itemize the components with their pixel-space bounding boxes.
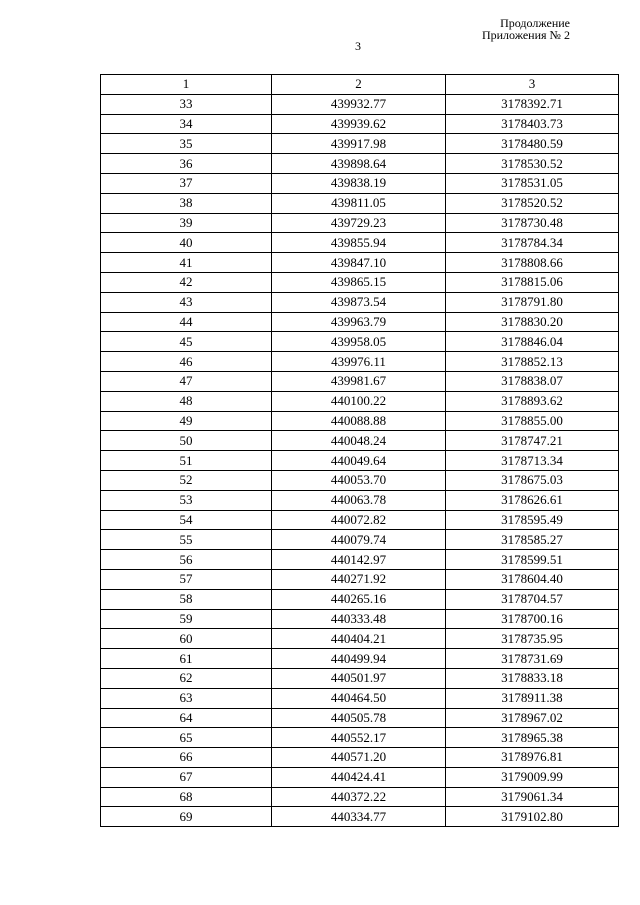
- y-coordinate-cell: 3178531.05: [446, 173, 619, 193]
- point-number-cell: 54: [101, 510, 272, 530]
- point-number-cell: 48: [101, 391, 272, 411]
- point-number-cell: 64: [101, 708, 272, 728]
- table-row: [101, 352, 619, 372]
- y-coordinate-cell: 3178830.20: [446, 312, 619, 332]
- y-coordinate-cell: 3178747.21: [446, 431, 619, 451]
- point-number-cell: 42: [101, 272, 272, 292]
- table-row: [101, 649, 619, 669]
- table-row: [101, 94, 619, 114]
- y-coordinate-cell: 3178784.34: [446, 233, 619, 253]
- table-row: [101, 668, 619, 688]
- point-number-cell: 40: [101, 233, 272, 253]
- x-coordinate-cell: 439958.05: [272, 332, 446, 352]
- table-row: [101, 609, 619, 629]
- y-coordinate-cell: 3178585.27: [446, 530, 619, 550]
- x-coordinate-cell: 440048.24: [272, 431, 446, 451]
- table-row: [101, 748, 619, 768]
- y-coordinate-cell: 3178808.66: [446, 253, 619, 273]
- y-coordinate-cell: 3179102.80: [446, 807, 619, 827]
- point-number-cell: 55: [101, 530, 272, 550]
- point-number-cell: 46: [101, 352, 272, 372]
- point-number-cell: 68: [101, 787, 272, 807]
- table-row: [101, 728, 619, 748]
- page-number: 3: [355, 39, 361, 53]
- table-row: [101, 629, 619, 649]
- table-body: [101, 94, 619, 826]
- table-row: [101, 807, 619, 827]
- y-coordinate-cell: 3178599.51: [446, 550, 619, 570]
- x-coordinate-cell: 439976.11: [272, 352, 446, 372]
- column-header: 1: [101, 75, 272, 95]
- x-coordinate-cell: 440072.82: [272, 510, 446, 530]
- x-coordinate-cell: 439811.05: [272, 193, 446, 213]
- x-coordinate-cell: 440404.21: [272, 629, 446, 649]
- y-coordinate-cell: 3178700.16: [446, 609, 619, 629]
- x-coordinate-cell: 440079.74: [272, 530, 446, 550]
- table-row: [101, 213, 619, 233]
- point-number-cell: 57: [101, 569, 272, 589]
- table-row: [101, 688, 619, 708]
- y-coordinate-cell: 3178791.80: [446, 292, 619, 312]
- y-coordinate-cell: 3179061.34: [446, 787, 619, 807]
- coordinates-table: [100, 74, 619, 827]
- table-row: [101, 470, 619, 490]
- y-coordinate-cell: 3178530.52: [446, 154, 619, 174]
- x-coordinate-cell: 439873.54: [272, 292, 446, 312]
- point-number-cell: 65: [101, 728, 272, 748]
- table-row: [101, 411, 619, 431]
- point-number-cell: 41: [101, 253, 272, 273]
- x-coordinate-cell: 440265.16: [272, 589, 446, 609]
- table-row: [101, 272, 619, 292]
- x-coordinate-cell: 440053.70: [272, 470, 446, 490]
- table-row: [101, 589, 619, 609]
- x-coordinate-cell: 439932.77: [272, 94, 446, 114]
- y-coordinate-cell: 3178855.00: [446, 411, 619, 431]
- point-number-cell: 50: [101, 431, 272, 451]
- x-coordinate-cell: 440505.78: [272, 708, 446, 728]
- point-number-cell: 36: [101, 154, 272, 174]
- point-number-cell: 52: [101, 470, 272, 490]
- table-row: [101, 767, 619, 787]
- x-coordinate-cell: 440271.92: [272, 569, 446, 589]
- x-coordinate-cell: 439917.98: [272, 134, 446, 154]
- appendix-header-line1: Продолжение: [500, 16, 570, 30]
- table-row: [101, 312, 619, 332]
- point-number-cell: 33: [101, 94, 272, 114]
- x-coordinate-cell: 439865.15: [272, 272, 446, 292]
- table-row: [101, 391, 619, 411]
- y-coordinate-cell: 3178893.62: [446, 391, 619, 411]
- point-number-cell: 56: [101, 550, 272, 570]
- point-number-cell: 59: [101, 609, 272, 629]
- table-header-row: [101, 75, 619, 95]
- x-coordinate-cell: 439898.64: [272, 154, 446, 174]
- table-row: [101, 154, 619, 174]
- table-row: [101, 787, 619, 807]
- y-coordinate-cell: 3178675.03: [446, 470, 619, 490]
- x-coordinate-cell: 440501.97: [272, 668, 446, 688]
- table-row: [101, 332, 619, 352]
- y-coordinate-cell: 3178852.13: [446, 352, 619, 372]
- table-row: [101, 569, 619, 589]
- table-row: [101, 510, 619, 530]
- x-coordinate-cell: 440333.48: [272, 609, 446, 629]
- point-number-cell: 49: [101, 411, 272, 431]
- table-row: [101, 173, 619, 193]
- table-row: [101, 114, 619, 134]
- x-coordinate-cell: 439847.10: [272, 253, 446, 273]
- table-row: [101, 451, 619, 471]
- point-number-cell: 53: [101, 490, 272, 510]
- y-coordinate-cell: 3178730.48: [446, 213, 619, 233]
- table-row: [101, 253, 619, 273]
- point-number-cell: 39: [101, 213, 272, 233]
- x-coordinate-cell: 439729.23: [272, 213, 446, 233]
- point-number-cell: 63: [101, 688, 272, 708]
- table-row: [101, 431, 619, 451]
- point-number-cell: 45: [101, 332, 272, 352]
- point-number-cell: 44: [101, 312, 272, 332]
- x-coordinate-cell: 440464.50: [272, 688, 446, 708]
- column-header: 3: [446, 75, 619, 95]
- x-coordinate-cell: 440334.77: [272, 807, 446, 827]
- point-number-cell: 61: [101, 649, 272, 669]
- point-number-cell: 58: [101, 589, 272, 609]
- point-number-cell: 37: [101, 173, 272, 193]
- y-coordinate-cell: 3178403.73: [446, 114, 619, 134]
- table-row: [101, 550, 619, 570]
- table-row: [101, 134, 619, 154]
- y-coordinate-cell: 3178838.07: [446, 371, 619, 391]
- point-number-cell: 35: [101, 134, 272, 154]
- appendix-header: [482, 17, 570, 41]
- y-coordinate-cell: 3178846.04: [446, 332, 619, 352]
- table-row: [101, 371, 619, 391]
- y-coordinate-cell: 3178704.57: [446, 589, 619, 609]
- point-number-cell: 62: [101, 668, 272, 688]
- table-row: [101, 490, 619, 510]
- point-number-cell: 38: [101, 193, 272, 213]
- x-coordinate-cell: 440372.22: [272, 787, 446, 807]
- y-coordinate-cell: 3178626.61: [446, 490, 619, 510]
- y-coordinate-cell: 3179009.99: [446, 767, 619, 787]
- point-number-cell: 51: [101, 451, 272, 471]
- y-coordinate-cell: 3178976.81: [446, 748, 619, 768]
- point-number-cell: 47: [101, 371, 272, 391]
- point-number-cell: 60: [101, 629, 272, 649]
- y-coordinate-cell: 3178911.38: [446, 688, 619, 708]
- x-coordinate-cell: 440142.97: [272, 550, 446, 570]
- x-coordinate-cell: 440049.64: [272, 451, 446, 471]
- y-coordinate-cell: 3178815.06: [446, 272, 619, 292]
- point-number-cell: 67: [101, 767, 272, 787]
- x-coordinate-cell: 440571.20: [272, 748, 446, 768]
- point-number-cell: 43: [101, 292, 272, 312]
- y-coordinate-cell: 3178735.95: [446, 629, 619, 649]
- x-coordinate-cell: 440100.22: [272, 391, 446, 411]
- x-coordinate-cell: 439939.62: [272, 114, 446, 134]
- point-number-cell: 34: [101, 114, 272, 134]
- y-coordinate-cell: 3178965.38: [446, 728, 619, 748]
- x-coordinate-cell: 440499.94: [272, 649, 446, 669]
- x-coordinate-cell: 439963.79: [272, 312, 446, 332]
- y-coordinate-cell: 3178833.18: [446, 668, 619, 688]
- x-coordinate-cell: 440424.41: [272, 767, 446, 787]
- y-coordinate-cell: 3178604.40: [446, 569, 619, 589]
- point-number-cell: 69: [101, 807, 272, 827]
- x-coordinate-cell: 440552.17: [272, 728, 446, 748]
- point-number-cell: 66: [101, 748, 272, 768]
- table-row: [101, 292, 619, 312]
- table-row: [101, 193, 619, 213]
- table-row: [101, 530, 619, 550]
- y-coordinate-cell: 3178595.49: [446, 510, 619, 530]
- column-header: 2: [272, 75, 446, 95]
- y-coordinate-cell: 3178967.02: [446, 708, 619, 728]
- x-coordinate-cell: 439981.67: [272, 371, 446, 391]
- y-coordinate-cell: 3178713.34: [446, 451, 619, 471]
- y-coordinate-cell: 3178520.52: [446, 193, 619, 213]
- x-coordinate-cell: 439838.19: [272, 173, 446, 193]
- appendix-header-line2: Приложения № 2: [481, 28, 570, 42]
- y-coordinate-cell: 3178480.59: [446, 134, 619, 154]
- x-coordinate-cell: 439855.94: [272, 233, 446, 253]
- table-row: [101, 708, 619, 728]
- x-coordinate-cell: 440088.88: [272, 411, 446, 431]
- x-coordinate-cell: 440063.78: [272, 490, 446, 510]
- table-row: [101, 233, 619, 253]
- y-coordinate-cell: 3178731.69: [446, 649, 619, 669]
- y-coordinate-cell: 3178392.71: [446, 94, 619, 114]
